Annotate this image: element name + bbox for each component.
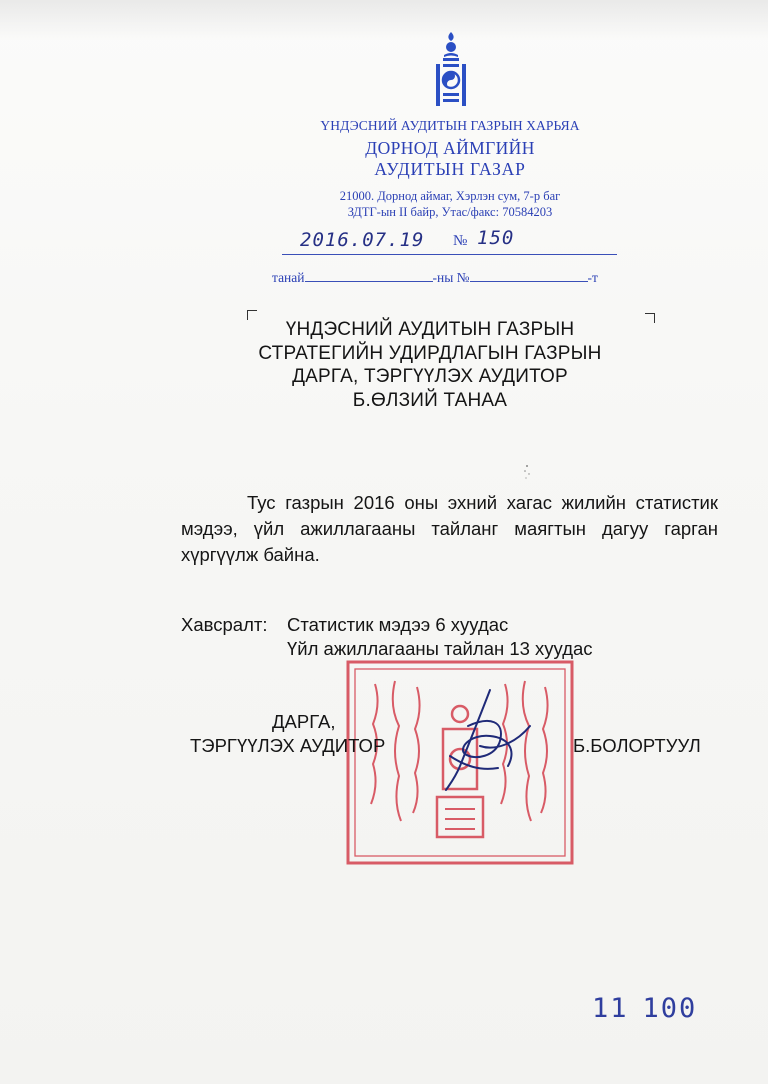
page-number [592, 993, 711, 1024]
reference-line [272, 269, 598, 286]
addressee-block [220, 318, 640, 412]
ref-prefix: танай [272, 270, 305, 285]
addressee-line: ҮНДЭСНИЙ АУДИТЫН ГАЗРЫН [285, 319, 575, 340]
letter-number: 150 [477, 227, 515, 249]
scan-shadow [0, 0, 768, 40]
ref-suffix: -т [587, 270, 598, 285]
signer-name: Б.БОЛОРТУУЛ [573, 735, 701, 756]
ref-blank-1 [305, 269, 433, 282]
soyombo-emblem-icon [433, 30, 469, 110]
ref-middle: -ны № [432, 270, 470, 285]
date-number-line [282, 227, 617, 255]
scan-speck [520, 462, 534, 484]
org-contact: ЗДТГ-ын II байр, Утас/факс: 70584203 [347, 205, 553, 219]
attachment-item: Статистик мэдээ 6 хуудас [287, 614, 509, 635]
org-region-name: ДОРНОД АЙМГИЙН [365, 138, 535, 158]
attachment-item: Үйл ажиллагааны тайлан 13 хуудас [287, 638, 593, 659]
letter-date: 2016.07.19 [300, 229, 425, 251]
attachment-label: Хавсралт: [181, 614, 268, 635]
org-name: АУДИТЫН ГАЗАР [374, 159, 526, 179]
page-number-right: 100 [642, 993, 698, 1024]
letter-body: Тус газрын 2016 оны эхний хагас жилийн статистик мэдээ, үйл ажиллагааны тайланг маягтын дагуу гарган хүргүүлж байна. [181, 492, 718, 565]
signer-title-2: ТЭРГҮҮЛЭХ АУДИТОР [190, 735, 386, 756]
page-number-left: 11 [592, 993, 629, 1024]
address-corner-right [645, 313, 655, 323]
org-parent-name: ҮНДЭСНИЙ АУДИТЫН ГАЗРЫН ХАРЬЯА [320, 118, 580, 133]
number-label: № [453, 233, 468, 249]
handwritten-signature [420, 686, 550, 796]
org-address: 21000. Дорнод аймаг, Хэрлэн сум, 7-р баг [339, 189, 561, 203]
ref-blank-2 [470, 269, 588, 282]
addressee-line: Б.ӨЛЗИЙ ТАНАА [352, 389, 508, 411]
addressee-line: СТРАТЕГИЙН УДИРДЛАГЫН ГАЗРЫН [258, 342, 602, 364]
addressee-line: ДАРГА, ТЭРГҮҮЛЭХ АУДИТОР [292, 366, 568, 387]
signer-title-1: ДАРГА, [272, 711, 336, 732]
